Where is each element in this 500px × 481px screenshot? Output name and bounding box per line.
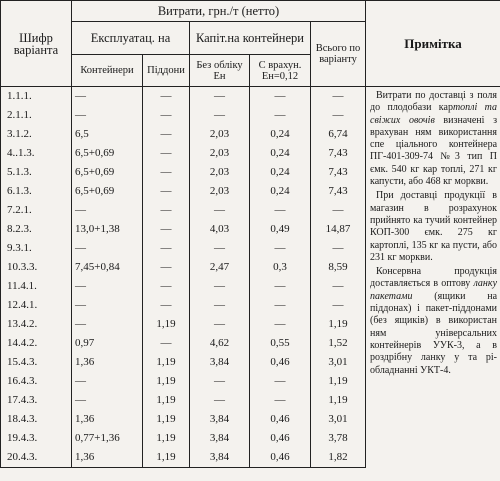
cell-no-en: 2,03 bbox=[190, 182, 250, 201]
header-with-en: С врахун. Ен=0,12 bbox=[250, 55, 311, 87]
cell-total: 14,87 bbox=[311, 220, 366, 239]
cell-cipher: 9.3.1. bbox=[1, 239, 72, 258]
cell-pallets: — bbox=[143, 125, 190, 144]
header-operational: Експлуатац. на bbox=[72, 22, 190, 55]
cell-containers: — bbox=[72, 106, 143, 125]
cell-total: 1,19 bbox=[311, 391, 366, 410]
cell-total: 7,43 bbox=[311, 144, 366, 163]
cell-with-en: — bbox=[250, 372, 311, 391]
cell-with-en: — bbox=[250, 315, 311, 334]
cell-cipher: 15.4.3. bbox=[1, 353, 72, 372]
cell-with-en: 0,46 bbox=[250, 353, 311, 372]
cell-containers: — bbox=[72, 277, 143, 296]
table-row bbox=[1, 87, 500, 107]
cell-pallets: — bbox=[143, 87, 190, 107]
cell-containers: 0,97 bbox=[72, 334, 143, 353]
cell-cipher: 20.4.3. bbox=[1, 448, 72, 468]
cell-pallets: 1,19 bbox=[143, 391, 190, 410]
cell-cipher: 16.4.3. bbox=[1, 372, 72, 391]
cell-total: — bbox=[311, 106, 366, 125]
cell-cipher: 18.4.3. bbox=[1, 410, 72, 429]
cell-total: — bbox=[311, 87, 366, 107]
cell-with-en: 0,46 bbox=[250, 410, 311, 429]
cell-no-en: — bbox=[190, 201, 250, 220]
cell-cipher: 19.4.3. bbox=[1, 429, 72, 448]
cell-pallets: — bbox=[143, 334, 190, 353]
cell-total: 1,19 bbox=[311, 372, 366, 391]
cell-no-en: 4,03 bbox=[190, 220, 250, 239]
cell-pallets: — bbox=[143, 182, 190, 201]
cell-pallets: — bbox=[143, 106, 190, 125]
cell-cipher: 3.1.2. bbox=[1, 125, 72, 144]
cell-total: 3,78 bbox=[311, 429, 366, 448]
cell-with-en: — bbox=[250, 106, 311, 125]
cell-total: — bbox=[311, 296, 366, 315]
cell-containers: 6,5+0,69 bbox=[72, 144, 143, 163]
cell-pallets: — bbox=[143, 277, 190, 296]
note-paragraph: Витрати по доставці з поля до плодобази картоплі та свіжих овочів визначені з врахуван ням використання спе ціального контейнера ПГ-401-309-74 №3 тип П ємк. 540 кг кар топлі, 271 кг капусти, або 468 кг моркви. bbox=[370, 90, 498, 188]
cell-no-en: 3,84 bbox=[190, 429, 250, 448]
table-body bbox=[1, 87, 500, 468]
cell-total: 3,01 bbox=[311, 353, 366, 372]
cell-containers: 6,5 bbox=[72, 125, 143, 144]
header-no-en: Без обліку Ен bbox=[190, 55, 250, 87]
cell-cipher: 17.4.3. bbox=[1, 391, 72, 410]
cell-containers: 1,36 bbox=[72, 410, 143, 429]
cell-with-en: 0,24 bbox=[250, 182, 311, 201]
cell-total: 6,74 bbox=[311, 125, 366, 144]
cell-cipher: 14.4.2. bbox=[1, 334, 72, 353]
cell-total: 8,59 bbox=[311, 258, 366, 277]
cell-cipher: 8.2.3. bbox=[1, 220, 72, 239]
cell-with-en: — bbox=[250, 201, 311, 220]
cell-with-en: — bbox=[250, 239, 311, 258]
cell-containers: 0,77+1,36 bbox=[72, 429, 143, 448]
cell-containers: 13,0+1,38 bbox=[72, 220, 143, 239]
cell-containers: — bbox=[72, 315, 143, 334]
cell-containers: — bbox=[72, 201, 143, 220]
cell-total: 1,82 bbox=[311, 448, 366, 468]
cell-cipher: 13.4.2. bbox=[1, 315, 72, 334]
header-cipher: Шифр варіанта bbox=[1, 1, 72, 87]
header-pallets: Піддони bbox=[143, 55, 190, 87]
cell-no-en: — bbox=[190, 277, 250, 296]
cell-no-en: 3,84 bbox=[190, 410, 250, 429]
cell-containers: 7,45+0,84 bbox=[72, 258, 143, 277]
cell-no-en: 2,03 bbox=[190, 144, 250, 163]
cell-no-en: 2,03 bbox=[190, 125, 250, 144]
cell-total: 3,01 bbox=[311, 410, 366, 429]
cell-with-en: 0,3 bbox=[250, 258, 311, 277]
cell-cipher: 11.4.1. bbox=[1, 277, 72, 296]
cell-no-en: 2,03 bbox=[190, 163, 250, 182]
cell-pallets: 1,19 bbox=[143, 315, 190, 334]
cell-with-en: 0,24 bbox=[250, 144, 311, 163]
cell-total: — bbox=[311, 277, 366, 296]
cell-cipher: 12.4.1. bbox=[1, 296, 72, 315]
cell-pallets: — bbox=[143, 220, 190, 239]
cell-cipher: 1.1.1. bbox=[1, 87, 72, 107]
header-costs: Витрати, грн./т (нетто) bbox=[72, 1, 366, 22]
cell-total: 1,52 bbox=[311, 334, 366, 353]
cell-cipher: 5.1.3. bbox=[1, 163, 72, 182]
cell-cipher: 7.2.1. bbox=[1, 201, 72, 220]
cell-no-en: — bbox=[190, 391, 250, 410]
header-capital: Капіт.на контейнери bbox=[190, 22, 311, 55]
cell-pallets: — bbox=[143, 201, 190, 220]
cell-total: 7,43 bbox=[311, 182, 366, 201]
cell-pallets: 1,19 bbox=[143, 353, 190, 372]
cell-no-en: — bbox=[190, 315, 250, 334]
cell-pallets: — bbox=[143, 239, 190, 258]
cell-no-en: — bbox=[190, 372, 250, 391]
cell-total: — bbox=[311, 239, 366, 258]
cell-containers: 6,5+0,69 bbox=[72, 163, 143, 182]
cell-note bbox=[366, 87, 500, 468]
cell-pallets: 1,19 bbox=[143, 372, 190, 391]
cell-no-en: — bbox=[190, 296, 250, 315]
cell-containers: — bbox=[72, 296, 143, 315]
cell-with-en: 0,55 bbox=[250, 334, 311, 353]
note-paragraph: При доставці продукції в магазин в розрахунок прийнято ка тучий контейнер КОП-300 ємк. 275 кг картоплі, 135 кг ка пусти, або 231 кг моркви. bbox=[370, 190, 498, 263]
cell-no-en: 2,47 bbox=[190, 258, 250, 277]
note-paragraph: Консервна продукція доставляється в оптову ланку пакетами (ящики на піддонах) і пакет-піддонами (без ящиків) в використан ням універсальних контейнерів УУК-3, а в роздрібну ланку у та рі-обладнанні УКТ-4. bbox=[370, 266, 498, 376]
cell-with-en: 0,46 bbox=[250, 448, 311, 468]
cell-cipher: 10.3.3. bbox=[1, 258, 72, 277]
cell-total: — bbox=[311, 201, 366, 220]
header-note: Примітка bbox=[366, 1, 500, 87]
cell-no-en: — bbox=[190, 106, 250, 125]
cell-with-en: 0,24 bbox=[250, 163, 311, 182]
cell-containers: 1,36 bbox=[72, 448, 143, 468]
cell-containers: — bbox=[72, 239, 143, 258]
cell-total: 7,43 bbox=[311, 163, 366, 182]
cell-no-en: 4,62 bbox=[190, 334, 250, 353]
cell-containers: 1,36 bbox=[72, 353, 143, 372]
cell-pallets: — bbox=[143, 296, 190, 315]
cell-pallets: — bbox=[143, 144, 190, 163]
cell-no-en: — bbox=[190, 87, 250, 107]
header-containers: Контейнери bbox=[72, 55, 143, 87]
cell-pallets: 1,19 bbox=[143, 448, 190, 468]
cell-containers: — bbox=[72, 87, 143, 107]
cell-no-en: — bbox=[190, 239, 250, 258]
cell-total: 1,19 bbox=[311, 315, 366, 334]
cell-cipher: 6.1.3. bbox=[1, 182, 72, 201]
cell-containers: — bbox=[72, 372, 143, 391]
cell-with-en: — bbox=[250, 277, 311, 296]
cell-containers: — bbox=[72, 391, 143, 410]
cell-with-en: — bbox=[250, 391, 311, 410]
cell-pallets: 1,19 bbox=[143, 429, 190, 448]
cell-cipher: 4..1.3. bbox=[1, 144, 72, 163]
cell-with-en: — bbox=[250, 296, 311, 315]
cell-no-en: 3,84 bbox=[190, 353, 250, 372]
cell-cipher: 2.1.1. bbox=[1, 106, 72, 125]
header-total: Всього по варіанту bbox=[311, 22, 366, 87]
cell-with-en: 0,46 bbox=[250, 429, 311, 448]
cell-with-en: — bbox=[250, 87, 311, 107]
cell-pallets: — bbox=[143, 163, 190, 182]
cell-no-en: 3,84 bbox=[190, 448, 250, 468]
cell-with-en: 0,24 bbox=[250, 125, 311, 144]
cell-pallets: 1,19 bbox=[143, 410, 190, 429]
cell-with-en: 0,49 bbox=[250, 220, 311, 239]
cell-containers: 6,5+0,69 bbox=[72, 182, 143, 201]
cell-pallets: — bbox=[143, 258, 190, 277]
